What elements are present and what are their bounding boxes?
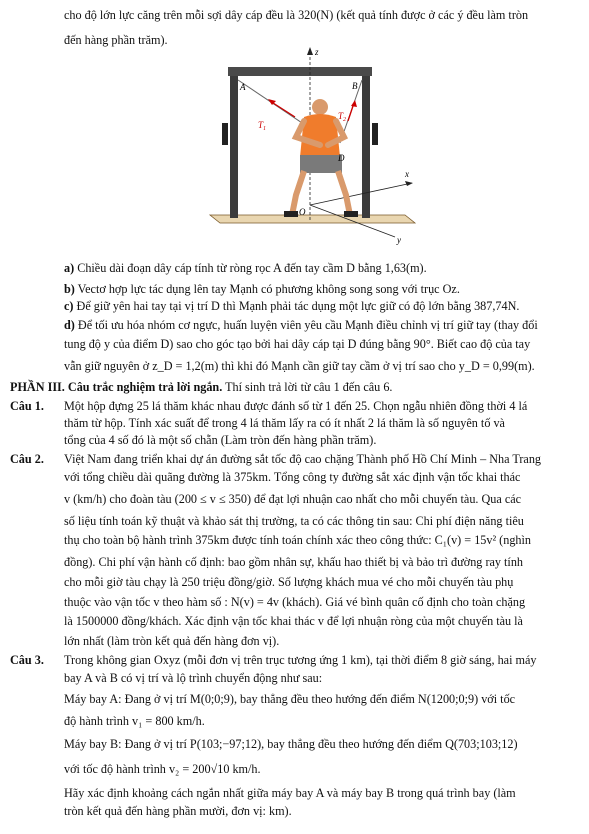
x-axis: [310, 183, 412, 205]
statement-b: b) Vectơ hợp lực tác dụng lên tay Mạnh có phương không song song với trục Oz.: [64, 282, 460, 296]
q3-line-7: Hãy xác định khoảng cách ngắn nhất giữa máy bay A và máy bay B trong quá trình bay (làm: [64, 786, 516, 800]
q2-line-8: thuộc vào vận tốc v theo hàm số : N(v) = 4v (khách). Giá vé bình quân cố định cho toàn chặng: [64, 595, 526, 609]
q2-line-5: thụ cho toàn bộ hành trình 375km được tính toán chính xác theo công thức: C₁(v) = 15v² (nghìn: [64, 533, 532, 547]
statement-d-line-2: tung độ y của điểm D) sao cho góc tạo bởi hai dây cáp tại D đúng bằng 90°. Biết cao độ của tay: [64, 337, 531, 351]
left-post: [230, 73, 238, 218]
q2-line-6: đồng). Chi phí vận hành cố định: bao gồm nhân sự, khấu hao thiết bị và bảo trì đường ray tính: [64, 555, 524, 569]
q2-line-7: cho mỗi giờ tàu chạy là 250 triệu đồng/giờ. Số lượng khách mua vé cho mỗi chuyến tàu phụ: [64, 575, 514, 589]
q2-line-1: Việt Nam đang triển khai dự án đường sắt tốc độ cao chặng Thành phố Hồ Chí Minh – Nha Trang: [64, 452, 542, 466]
q1-label: Câu 1.: [10, 399, 44, 413]
part3-heading: PHẦN III. Câu trắc nghiệm trả lời ngắn. Thí sinh trả lời từ câu 1 đến câu 6.: [10, 380, 393, 394]
A-label: A: [240, 82, 246, 92]
q3-label: Câu 3.: [10, 653, 44, 667]
B-label: B: [352, 81, 358, 91]
q3-line-3: Máy bay A: Đang ở vị trí M(0;0;9), bay thẳng đều theo hướng đến điểm N(1200;0;9) với tốc: [64, 692, 516, 706]
z-label: z: [315, 47, 319, 57]
q3-line-8: tròn kết quả đến hàng phần mười, đơn vị: km).: [64, 804, 292, 818]
q2-line-3: v (km/h) cho đoàn tàu (200 ≤ v ≤ 350) để đạt lợi nhuận cao nhất cho mỗi chuyến tàu. Qua các: [64, 492, 522, 506]
floor-platform: [210, 215, 415, 223]
gym-cable-figure: [200, 45, 430, 250]
q1-line-1: Một hộp đựng 25 lá thăm khác nhau được đánh số từ 1 đến 25. Chọn ngẫu nhiên đồng thời 4 lá: [64, 399, 528, 413]
q2-line-4: số liệu tính toán kỹ thuật và khảo sát thị trường, ta có các thông tin sau: Chi phí điện năng tiêu: [64, 514, 524, 528]
left-plate: [222, 123, 228, 145]
right-plate: [372, 123, 378, 145]
q2-label: Câu 2.: [10, 452, 44, 466]
right-post: [362, 73, 370, 218]
T1-label: $T_1$: [258, 120, 267, 132]
x-label: x: [405, 169, 409, 179]
q2-line-9: là 1500000 đồng/khách. Xác định vận tốc khai thác v để lợi nhuận ròng của một chuyến tàu là: [64, 614, 523, 628]
q3-line-6: với tốc độ hành trình v₂ = 200√10 km/h.: [64, 762, 261, 776]
q2-line-10: lớn nhất (làm tròn kết quả đến hàng đơn vị).: [64, 634, 280, 648]
statement-d-line-1: d) Để tối ưu hóa nhóm cơ ngực, huấn luyện viên yêu cầu Mạnh điều chỉnh vị trí giữ tay (thay đổi: [64, 318, 538, 332]
statement-a: a) Chiều dài đoạn dây cáp tính từ ròng rọc A đến tay cầm D bằng 1,63(m).: [64, 261, 427, 275]
y-label: y: [397, 235, 401, 245]
q3-line-4: độ hành trình v₁ = 800 km/h.: [64, 714, 205, 728]
q2-line-2: với tổng chiều dài quãng đường là 375km. Tổng công ty đường sắt xác định vận tốc khai thác: [64, 470, 521, 484]
q3-line-1: Trong không gian Oxyz (mỗi đơn vị trên trục tương ứng 1 km), tại thời điểm 8 giờ sáng, hai máy: [64, 653, 537, 667]
statement-c: c) Để giữ yên hai tay tại vị trí D thì Mạnh phải tác dụng một lực giữ có độ lớn bằng 387,74N.: [64, 299, 520, 313]
top-bar: [228, 67, 372, 76]
intro-line-1: cho độ lớn lực căng trên mỗi sợi dây cáp đều là 320(N) (kết quả tính được ở các ý đều làm tròn: [64, 8, 529, 22]
q3-line-2: bay A và B có vị trí và lộ trình chuyển động như sau:: [64, 671, 323, 685]
q3-line-5: Máy bay B: Đang ở vị trí P(103;−97;12), bay thẳng đều theo hướng đến điểm Q(703;103;12): [64, 737, 518, 751]
statement-d-line-3: vẫn giữ nguyên ở z_D = 1,2(m) thì khi đó Mạnh cần giữ tay cầm ở vị trí sao cho y_D = 0,99(m).: [64, 359, 535, 373]
q1-line-2: thăm từ hộp. Tính xác suất để trong 4 lá thăm lấy ra có ít nhất 2 lá thăm là số nguyên tố và: [64, 416, 505, 430]
O-label: O: [299, 207, 306, 217]
D-label: D: [338, 153, 345, 163]
T2-label: $T_2$: [338, 111, 347, 123]
intro-line-2: đến hàng phần trăm).: [64, 33, 168, 47]
q1-line-3: tổng của 4 số đó là một số chẵn (Làm tròn đến hàng phần trăm).: [64, 433, 377, 447]
